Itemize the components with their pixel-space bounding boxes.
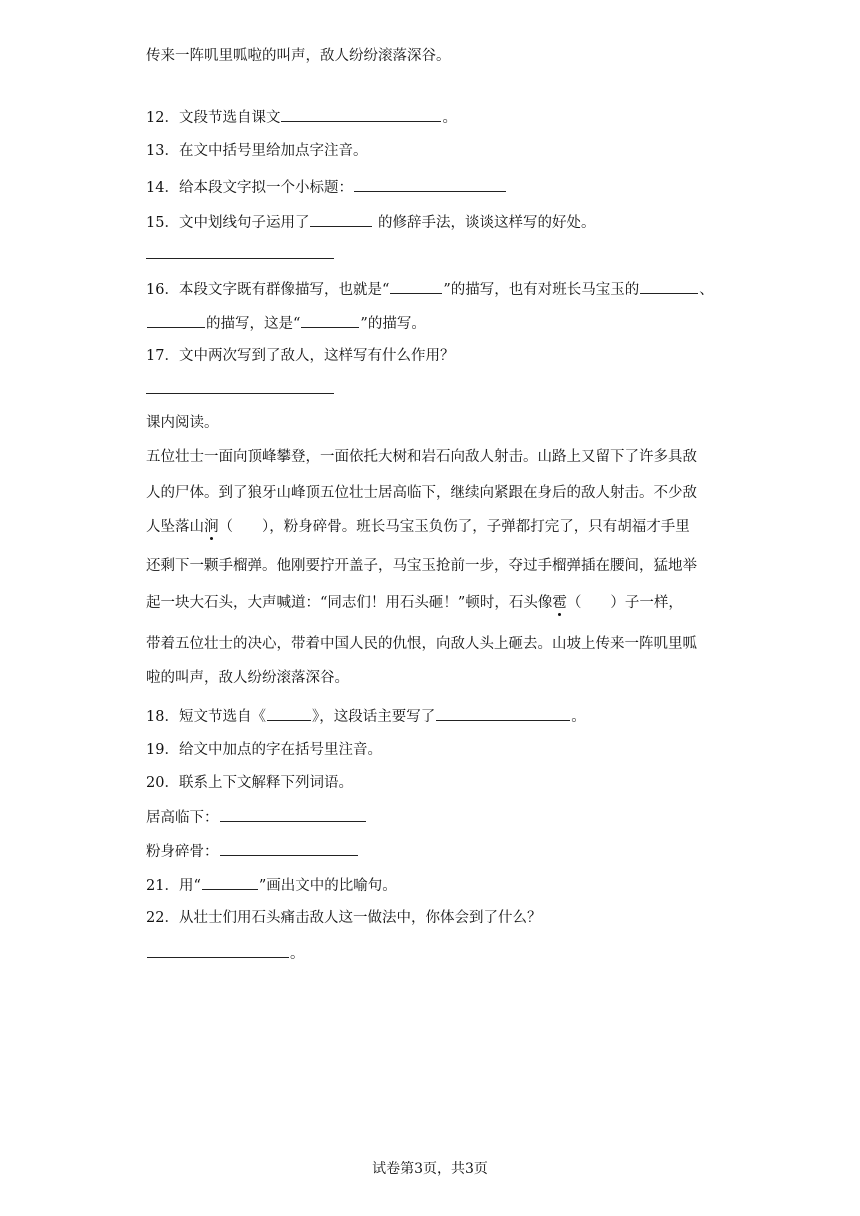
question-22: 22．从壮士们用石头痛击敌人这一做法中，你体会到了什么？ bbox=[146, 910, 542, 926]
question-12: 12．文段节选自课文 。 bbox=[146, 106, 457, 128]
section-title: 课内阅读。 bbox=[146, 415, 219, 431]
answer-line[interactable] bbox=[146, 393, 334, 394]
answer-blank[interactable] bbox=[640, 278, 698, 294]
answer-blank[interactable] bbox=[220, 840, 358, 856]
question-16-cont: 的描写，这是“ ”的描写。 bbox=[146, 312, 426, 334]
passage-line: 人的尸体。到了狼牙山峰顶五位壮士居高临下，继续向紧跟在身后的敌人射击。不少敌 bbox=[146, 485, 697, 501]
question-18: 18．短文节选自《 》，这段话主要写了 。 bbox=[146, 705, 586, 727]
answer-blank[interactable] bbox=[147, 942, 289, 958]
answer-blank[interactable] bbox=[310, 211, 372, 227]
question-20: 20．联系上下文解释下列词语。 bbox=[146, 775, 353, 791]
answer-blank[interactable] bbox=[281, 106, 441, 122]
passage-line: 传来一阵叽里呱啦的叫声，敌人纷纷滚落深谷。 bbox=[146, 48, 451, 64]
question-13: 13．在文中括号里给加点字注音。 bbox=[146, 143, 368, 159]
question-16: 16．本段文字既有群像描写，也就是“ ”的描写，也有对班长马宝玉的 、 bbox=[146, 278, 714, 300]
answer-blank[interactable] bbox=[390, 278, 442, 294]
passage-line: 五位壮士一面向顶峰攀登，一面依托大树和岩石向敌人射击。山路上又留下了许多具敌 bbox=[146, 449, 697, 465]
question-17: 17．文中两次写到了敌人，这样写有什么作用？ bbox=[146, 348, 455, 364]
passage-line: 人坠落山涧（ ），粉身碎骨。班长马宝玉负伤了，子弹都打完了，只有胡福才手里 bbox=[146, 519, 690, 535]
answer-blank[interactable] bbox=[436, 705, 570, 721]
page-footer: 试卷第3页，共3页 bbox=[372, 1161, 488, 1177]
answer-blank[interactable] bbox=[147, 312, 205, 328]
passage-line: 还剩下一颗手榴弹。他刚要拧开盖子，马宝玉抢前一步，夺过手榴弹插在腰间，猛地举 bbox=[146, 558, 697, 574]
question-14: 14．给本段文字拟一个小标题： bbox=[146, 176, 507, 198]
passage-line: 起一块大石头，大声喊道：“同志们！用石头砸！”顿时，石头像雹（ ）子一样， bbox=[146, 595, 683, 611]
passage-line: 带着五位壮士的决心，带着中国人民的仇恨，向敌人头上砸去。山坡上传来一阵叽里呱 bbox=[146, 636, 697, 652]
question-20b: 粉身碎骨： bbox=[146, 840, 359, 862]
answer-blank[interactable] bbox=[202, 874, 258, 890]
answer-line[interactable] bbox=[146, 258, 334, 259]
question-20a: 居高临下： bbox=[146, 806, 367, 828]
question-19: 19．给文中加点的字在括号里注音。 bbox=[146, 742, 382, 758]
answer-blank[interactable] bbox=[301, 312, 359, 328]
passage-line: 啦的叫声，敌人纷纷滚落深谷。 bbox=[146, 670, 349, 686]
question-22-answer: 。 bbox=[146, 942, 305, 964]
dotted-character: 涧 bbox=[204, 519, 219, 535]
dotted-character: 雹 bbox=[552, 595, 567, 611]
answer-blank[interactable] bbox=[267, 705, 311, 721]
question-21: 21．用“ ”画出文中的比喻句。 bbox=[146, 874, 397, 896]
answer-blank[interactable] bbox=[220, 806, 366, 822]
question-15: 15．文中划线句子运用了 的修辞手法，谈谈这样写的好处。 bbox=[146, 211, 596, 233]
answer-blank[interactable] bbox=[354, 176, 506, 192]
